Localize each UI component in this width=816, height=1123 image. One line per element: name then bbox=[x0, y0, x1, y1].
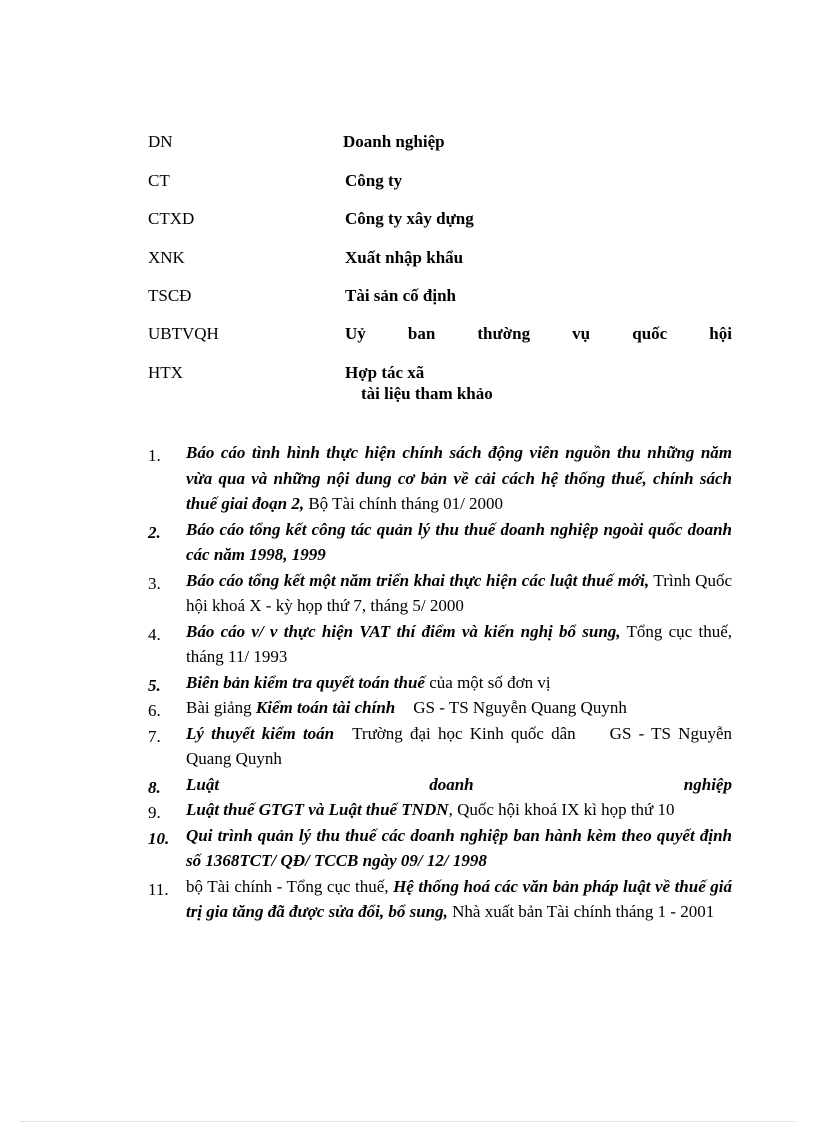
reference-title: Kiểm toán tài chính bbox=[255, 698, 396, 717]
reference-title: Qui trình quản lý thu thuế các doanh nghiệp ban hành kèm theo quyết định số 1368TCT/ QĐ/ TCCB ngày 09/ 12/ 1998 bbox=[186, 825, 732, 870]
reference-number: 5. bbox=[148, 675, 161, 695]
reference-prefix: bộ Tài chính - Tổng cục thuế, bbox=[186, 876, 394, 896]
reference-item bbox=[148, 874, 732, 925]
abbreviation-value bbox=[345, 324, 732, 344]
abbreviation-key: DN bbox=[148, 132, 173, 151]
abbreviation-key: CT bbox=[148, 171, 170, 190]
reference-title: Luật thuế GTGT và Luật thuế TNDN bbox=[186, 800, 449, 819]
reference-number: 9. bbox=[148, 803, 161, 822]
reference-item bbox=[148, 721, 732, 772]
abbreviation-value: Công ty xây dựng bbox=[345, 209, 474, 228]
references-title: tài liệu tham khảo bbox=[361, 384, 493, 403]
abbreviation-value: Tài sản cố định bbox=[345, 286, 457, 305]
word: Luật bbox=[186, 774, 220, 794]
abbreviation-value: Công ty bbox=[345, 171, 403, 190]
abbreviation-row bbox=[148, 132, 732, 156]
reference-title: Hệ thống hoá các văn bản pháp luật về thuế giá trị gia tăng đã được sửa đổi, bổ sung, bbox=[186, 876, 732, 921]
reference-source: của một số đơn vị bbox=[424, 672, 551, 692]
abbreviation-row bbox=[148, 171, 732, 195]
abbreviation-key: UBTVQH bbox=[148, 324, 219, 343]
abbreviation-row bbox=[148, 286, 732, 310]
reference-author: GS - TS Nguyễn Quang Quynh bbox=[186, 723, 733, 768]
word: nghiệp bbox=[683, 774, 732, 794]
references-list bbox=[148, 440, 732, 925]
reference-number: 7. bbox=[148, 726, 161, 746]
abbreviation-row bbox=[148, 248, 732, 272]
abbreviation-value: Doanh nghiệp bbox=[343, 132, 445, 151]
reference-title: Báo cáo tình hình thực hiện chính sách động viên nguồn thu những năm vừa qua và những nội dung cơ bản về cải cách hệ thống thuế, chính sách thuế giai đoạn 2, bbox=[186, 443, 732, 513]
reference-item bbox=[148, 440, 732, 517]
word: doanh bbox=[429, 774, 474, 794]
reference-item bbox=[148, 797, 732, 823]
reference-item bbox=[148, 670, 732, 696]
abbreviation-key: CTXD bbox=[148, 209, 195, 228]
reference-item bbox=[148, 517, 732, 568]
reference-title: Lý thuyết kiểm toán bbox=[186, 723, 335, 743]
reference-item bbox=[148, 568, 732, 619]
reference-source: GS - TS Nguyễn Quang Quynh bbox=[413, 698, 627, 717]
reference-source: Bộ Tài chính tháng 01/ 2000 bbox=[304, 494, 504, 513]
reference-item bbox=[148, 823, 732, 874]
word: hội bbox=[709, 324, 732, 343]
abbreviation-key: XNK bbox=[148, 248, 185, 267]
reference-number: 6. bbox=[148, 701, 161, 720]
reference-title: Báo cáo v/ v thực hiện VAT thí điểm và kiến nghị bổ sung, bbox=[186, 621, 621, 641]
word: Uỷ bbox=[345, 324, 366, 343]
reference-source: Nhà xuất bản Tài chính tháng 1 - 2001 bbox=[447, 902, 715, 921]
abbreviation-key: TSCĐ bbox=[148, 286, 192, 305]
reference-title: Báo cáo tổng kết công tác quản lý thu thuế doanh nghiệp ngoài quốc doanh các năm 1998, 1999 bbox=[186, 519, 732, 564]
page-bottom-divider bbox=[20, 1121, 796, 1122]
reference-number: 2. bbox=[148, 522, 161, 542]
abbreviation-key: HTX bbox=[148, 363, 183, 382]
abbreviation-value: Hợp tác xã bbox=[345, 363, 425, 382]
reference-number: 3. bbox=[148, 573, 161, 593]
reference-title: Biên bản kiểm tra quyết toán thuế bbox=[186, 672, 425, 692]
reference-source: Trình Quốc hội khoá X - kỳ họp thứ 7, tháng 5/ 2000 bbox=[186, 570, 732, 615]
reference-title: Báo cáo tổng kết một năm triển khai thực hiện các luật thuế mới, bbox=[186, 570, 650, 590]
word: vụ bbox=[572, 324, 591, 343]
word: ban bbox=[407, 324, 436, 343]
abbreviation-value: Xuất nhập khẩu bbox=[345, 248, 464, 267]
word: quốc bbox=[632, 324, 668, 343]
abbreviation-row bbox=[148, 324, 732, 348]
reference-source: Tổng cục thuế, tháng 11/ 1993 bbox=[186, 621, 733, 666]
reference-number: 8. bbox=[148, 777, 161, 797]
reference-prefix: Bài giảng bbox=[186, 698, 256, 717]
reference-number: 1. bbox=[148, 446, 161, 465]
abbreviation-row bbox=[148, 209, 732, 233]
reference-item bbox=[148, 619, 732, 670]
reference-source: , Quốc hội khoá IX kì họp thứ 10 bbox=[448, 800, 675, 819]
reference-number: 10. bbox=[148, 828, 170, 848]
reference-title bbox=[186, 772, 732, 798]
reference-item bbox=[148, 695, 732, 721]
reference-item bbox=[148, 772, 732, 798]
word: thường bbox=[477, 324, 531, 343]
reference-source: Trường đại học Kinh quốc dân bbox=[352, 723, 576, 743]
reference-number: 11. bbox=[148, 879, 169, 899]
reference-number: 4. bbox=[148, 624, 161, 644]
